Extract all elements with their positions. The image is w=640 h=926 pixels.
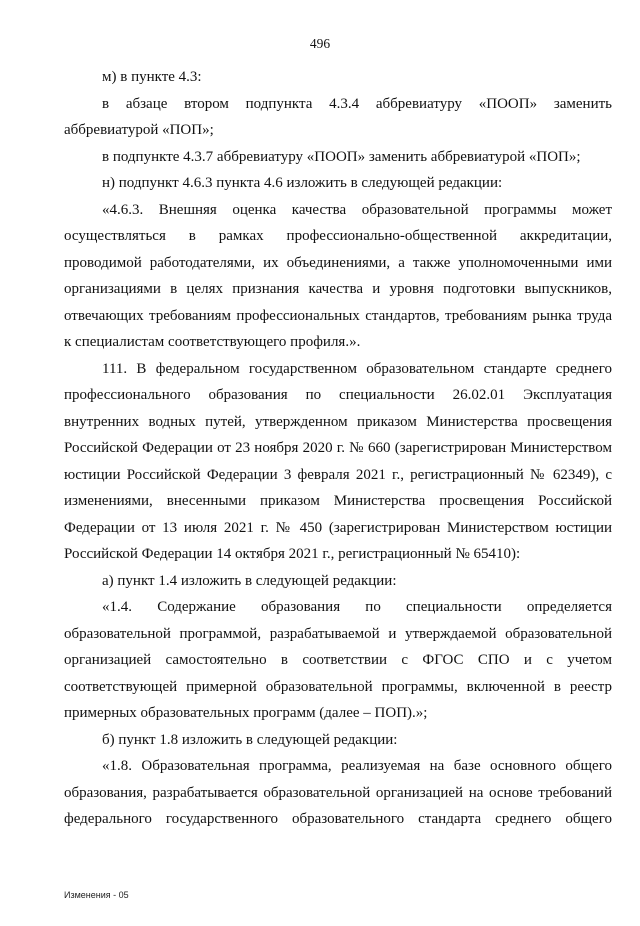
paragraph-item-111: 111. В федеральном государственном образовательном стандарте среднего профессионального образования по специальности 26.02.01 Эксплуатация внутренних водных путей, утвержденном приказом Министерства просвещения Российской Федерации от 23 ноября 2020 г. № 660 (зарегистрирован Министерством юстиции Российской Федерации 3 февраля 2021 г., регистрационный № 62349), с изменениями, внесенными приказом Министерства просвещения Российской Федерации от 13 июля 2021 г. № 450 (зарегистрирован Министерством юстиции Российской Федерации 14 октября 2021 г., регистрационный № 65410): [64, 360, 612, 562]
document-body [64, 64, 612, 833]
paragraph-abbreviation-4-3-4: в абзаце втором подпункта 4.3.4 аббревиатуру «ПООП» заменить аббревиатурой «ПОП»; [64, 95, 612, 138]
paragraph-item-a: а) пункт 1.4 изложить в следующей редакции: [102, 572, 397, 589]
paragraph-item-m: м) в пункте 4.3: [102, 69, 202, 85]
paragraph-item-n: н) подпункт 4.6.3 пункта 4.6 изложить в следующей редакции: [102, 175, 503, 191]
paragraph-quote-1-8: «1.8. Образовательная программа, реализуемая на базе основного общего образования, разрабатывается образовательной организацией на основе требований федерального государственного образовательного стандарта среднего общего [64, 758, 612, 827]
paragraph-item-b: б) пункт 1.8 изложить в следующей редакции: [102, 731, 398, 748]
paragraph-quote-1-4: «1.4. Содержание образования по специальности определяется образовательной программой, разрабатываемой и утверждаемой образовательной организацией самостоятельно в соответствии с ФГОС СПО и с учетом соответствующей примерной образовательной программы, включенной в реестр примерных образовательных программ (далее – ПОП).»; [64, 599, 612, 721]
paragraph-abbreviation-4-3-7: в подпункте 4.3.7 аббревиатуру «ПООП» заменить аббревиатурой «ПОП»; [102, 148, 581, 165]
footer-label: Изменения - 05 [64, 890, 129, 900]
page-number: 496 [309, 36, 331, 51]
paragraph-quote-4-6-3: «4.6.3. Внешняя оценка качества образовательной программы может осуществляться в рамках профессионально-общественной аккредитации, проводимой работодателями, их объединениями, а также уполномоченными ими организациями в целях признания качества и уровня подготовки выпускников, отвечающих требованиям профессиональных стандартов, требованиям рынка труда к специалистам соответствующего профиля.». [64, 201, 612, 350]
